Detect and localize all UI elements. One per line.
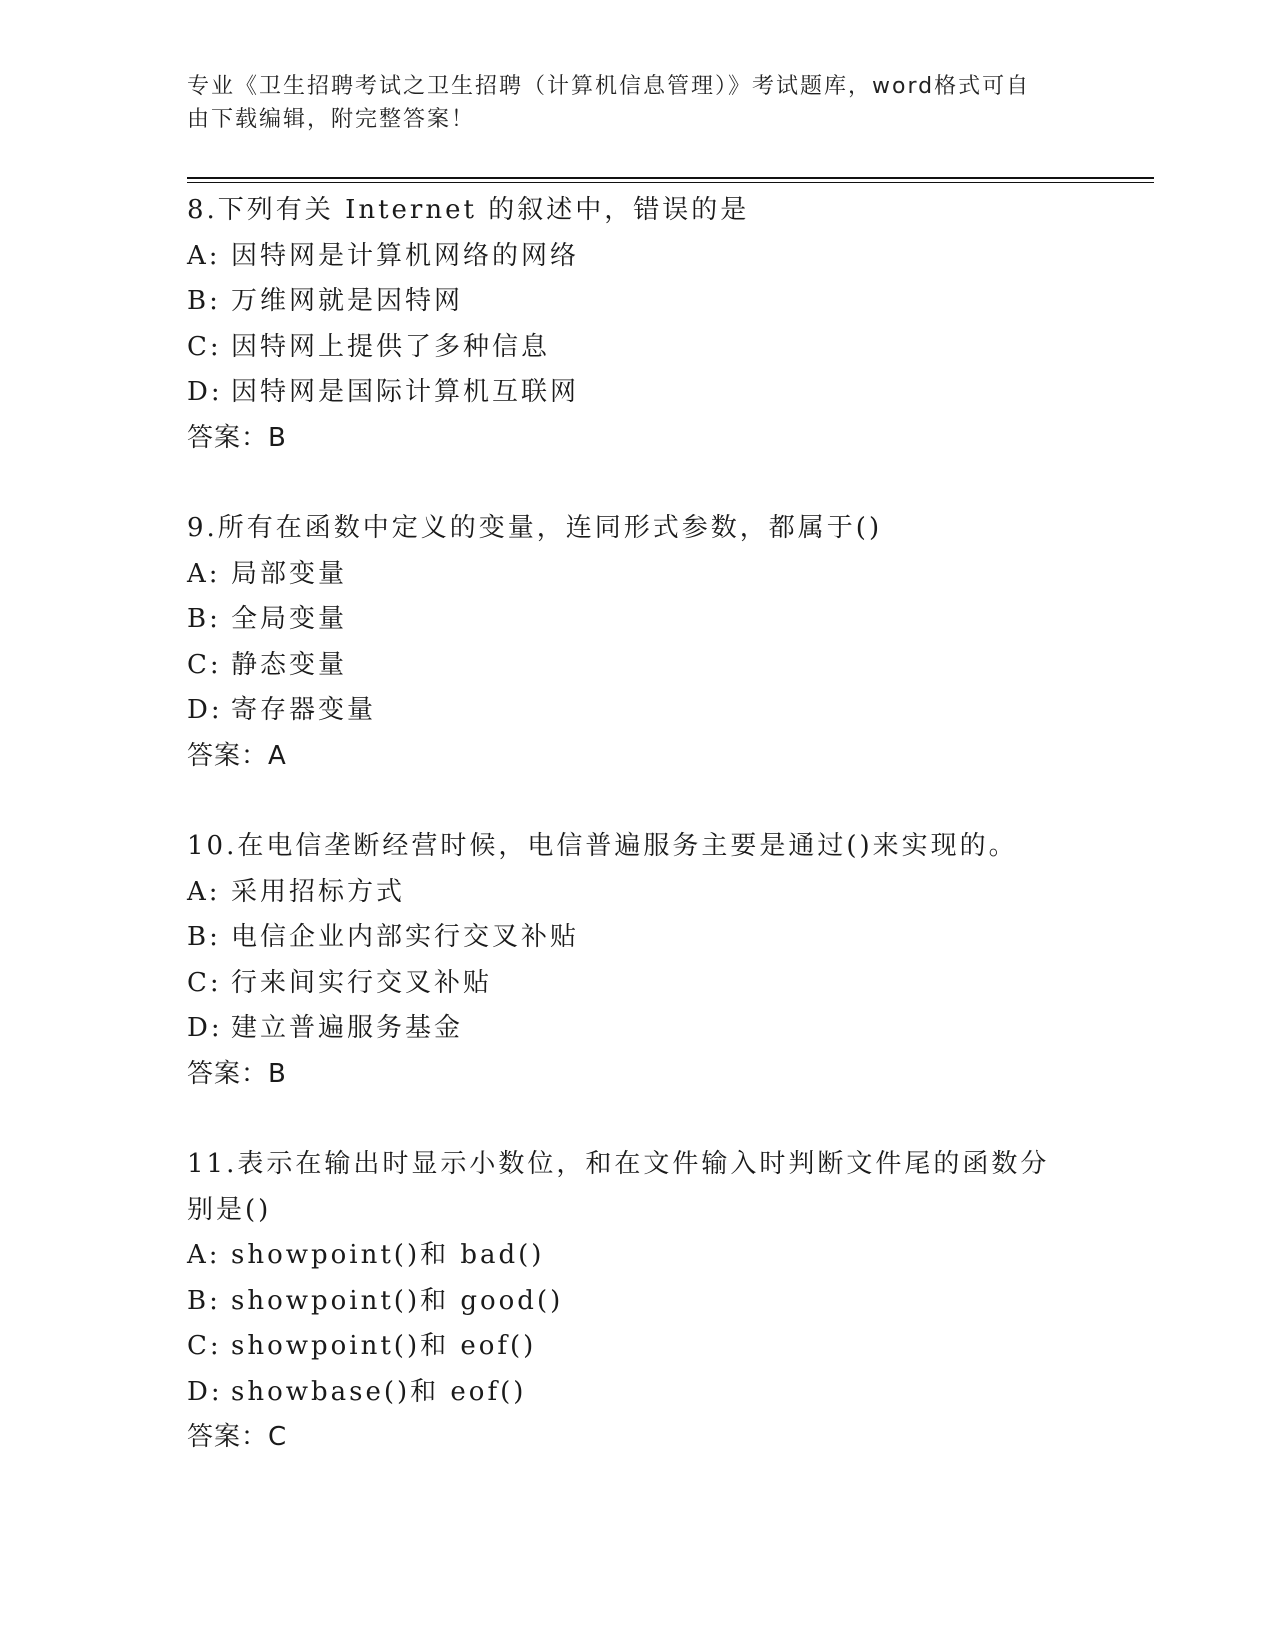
option-key: D:: [187, 695, 223, 725]
question-11: [187, 1142, 1087, 1461]
option-text: 行来间实行交叉补贴: [231, 967, 493, 998]
option-text: showpoint()和 eof(): [231, 1331, 537, 1361]
option-c: [187, 961, 1087, 1007]
option-c: [187, 1324, 1087, 1370]
option-text: 采用招标方式: [231, 876, 406, 907]
answer-line: 答案：A: [187, 740, 287, 771]
option-text: 全局变量: [231, 604, 348, 634]
answer-line: 答案：B: [187, 1058, 287, 1089]
option-text: showpoint()和 good(): [231, 1285, 564, 1316]
question-9: [187, 506, 1087, 779]
option-key: A:: [187, 1240, 221, 1270]
option-b: [187, 1279, 1087, 1325]
option-text: 因特网上提供了多种信息: [231, 331, 551, 362]
question-stem: 8.下列有关 Internet 的叙述中，错误的是: [187, 195, 750, 225]
question-stem: 11.表示在输出时显示小数位，和在文件输入时判断文件尾的函数分别是(): [187, 1149, 1050, 1225]
option-text: showbase()和 eof(): [231, 1376, 527, 1407]
option-d: [187, 688, 1087, 734]
answer-line: 答案：B: [187, 422, 287, 453]
option-key: C:: [187, 1331, 222, 1361]
option-a: [187, 1233, 1087, 1279]
option-key: C:: [187, 967, 222, 998]
option-d: [187, 1370, 1087, 1416]
option-a: [187, 234, 1087, 280]
option-d: [187, 1006, 1087, 1052]
option-key: A:: [187, 876, 221, 907]
option-key: D:: [187, 1376, 223, 1407]
option-text: showpoint()和 bad(): [231, 1240, 545, 1270]
option-key: B:: [187, 604, 221, 634]
option-key: B:: [187, 1285, 221, 1316]
header-line-1: 专业《卫生招聘考试之卫生招聘（计算机信息管理）》考试题库，word格式可自: [187, 74, 1031, 99]
option-b: [187, 915, 1087, 961]
question-8: [187, 188, 1087, 461]
option-a: [187, 870, 1087, 916]
option-d: [187, 370, 1087, 416]
option-text: 万维网就是因特网: [231, 286, 464, 316]
option-text: 局部变量: [231, 558, 348, 589]
option-text: 建立普遍服务基金: [231, 1013, 464, 1043]
option-text: 寄存器变量: [231, 695, 377, 725]
option-key: B:: [187, 922, 221, 952]
option-key: C:: [187, 331, 222, 362]
document-header: [187, 70, 1087, 136]
option-key: A:: [187, 558, 221, 589]
option-text: 因特网是计算机网络的网络: [231, 240, 580, 271]
option-text: 静态变量: [231, 649, 348, 680]
option-b: [187, 279, 1087, 325]
header-rule-thick: [187, 177, 1154, 179]
option-text: 电信企业内部实行交叉补贴: [231, 922, 580, 952]
header-rule-thin: [187, 182, 1154, 183]
option-c: [187, 643, 1087, 689]
option-text: 因特网是国际计算机互联网: [231, 377, 580, 407]
option-key: C:: [187, 649, 222, 680]
question-stem: 9.所有在函数中定义的变量，连同形式参数，都属于(): [187, 513, 883, 543]
question-stem: 10.在电信垄断经营时候，电信普遍服务主要是通过()来实现的。: [187, 831, 1018, 861]
question-10: [187, 824, 1087, 1097]
option-c: [187, 325, 1087, 371]
option-key: A:: [187, 240, 221, 271]
answer-line: 答案：C: [187, 1422, 288, 1452]
option-a: [187, 552, 1087, 598]
option-key: B:: [187, 286, 221, 316]
option-key: D:: [187, 1013, 223, 1043]
question-list: [187, 188, 1087, 1506]
header-line-2: 由下载编辑，附完整答案！: [187, 107, 476, 132]
option-key: D:: [187, 377, 223, 407]
option-b: [187, 597, 1087, 643]
